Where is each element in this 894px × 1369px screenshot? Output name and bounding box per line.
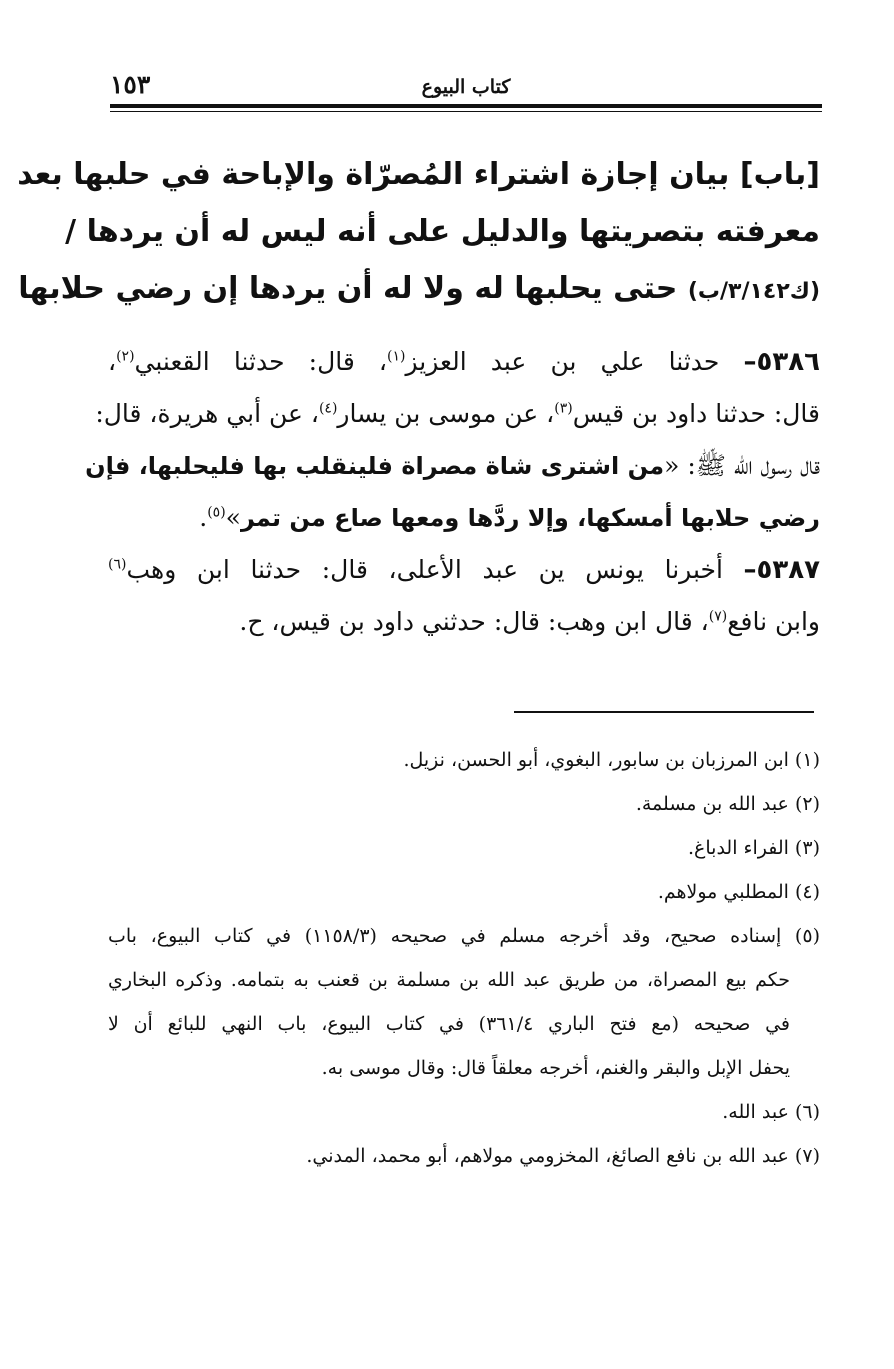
footnote-4: (٤) المطلبي مولاهم. [657,881,820,903]
hadith-text: . [199,503,208,532]
hadith-text: قال: حدثنا داود بن قيس [572,399,820,428]
footnote-ref-3[interactable]: (٣) [554,400,573,417]
header-rule-thick [110,104,822,108]
hadith-text: أخبرنا يونس ين عبد الأعلى، قال: حدثنا ابن وهب [126,555,723,584]
hadith-text: وابن نافع [727,607,820,636]
footnotes [108,738,820,1178]
footnote-3: (٣) الفراء الدباغ. [687,837,820,859]
heading-line-2: معرفته بتصريتها والدليل على أنه ليس له أن يردها / [65,214,820,249]
footnote-5-line-4: يحفل الإبل والبقر والغنم، أخرجه معلقاً قال: وقال موسى به. [321,1057,790,1079]
hadith-text: » [225,503,241,532]
header-title: كتاب البيوع [421,76,511,98]
hadith-text: ، [108,347,117,376]
footnote-ref-2[interactable]: (٢) [116,348,135,365]
footnote-5-line-3: في صحيحه (مع فتح الباري ٣٦١/٤) في كتاب البيوع، باب النهي للبائع أن لا [108,1013,791,1035]
footnote-separator [514,711,814,713]
manuscript-reference: (ك٣/١٤٢/ب) [687,279,820,304]
hadith-text: ، عن موسى بن يسار [337,399,555,428]
hadith-number-5387: ٥٣٨٧– [743,555,820,585]
footnote-2: (٢) عبد الله بن مسلمة. [635,793,820,815]
hadith-text: ، قال: حدثنا القعنبي [134,347,387,376]
footnote-6: (٦) عبد الله. [722,1101,820,1123]
header-rule-thin [110,111,822,112]
running-header [110,70,822,104]
footnote-ref-1[interactable]: (١) [387,348,406,365]
footnote-7: (٧) عبد الله بن نافع الصائغ، المخزومي مولاهم، أبو محمد، المدني. [306,1145,820,1167]
heading-line-3-text: حتى يحلبها له ولا له أن يردها إن رضي حلابها [18,271,678,306]
footnote-5-line-1: (٥) إسناده صحيح، وقد أخرجه مسلم في صحيحه (١١٥٨/٣) في كتاب البيوع، باب [108,925,820,947]
footnote-ref-5[interactable]: (٥) [207,504,226,521]
hadith-5386-line-1 [108,336,820,388]
footnote-ref-7[interactable]: (٧) [708,608,728,625]
hadith-5386-line-2 [95,388,820,440]
hadith-text: حدثنا علي بن عبد العزيز [405,347,720,376]
footnote-5-line-2: حكم بيع المصراة، من طريق عبد الله بن مسلمة بن قعنب به بتمامه. وذكره البخاري [108,969,790,991]
footnote-ref-4[interactable]: (٤) [318,400,338,417]
hadith-text: ، عن أبي هريرة، قال: [95,399,319,428]
heading-line-1: [باب] بيان إجازة اشتراء المُصرّاة والإباحة في حلبها بعد [17,157,820,192]
hadith-5386-line-4 [108,492,820,544]
footnote-ref-6[interactable]: (٦) [108,556,127,573]
hadith-5387-line-2 [108,596,820,648]
prophetic-quote: رضي حلابها أمسكها، وإلا ردَّها ومعها صاع من تمر [240,504,820,532]
hadith-text: ، قال ابن وهب: قال: حدثني داود بن قيس، ح. [239,607,709,636]
hadith-5386-line-3 [85,440,820,492]
footnote-1: (١) ابن المرزبان بن سابور، البغوي، أبو الحسن، نزيل. [403,749,820,771]
page-number: ١٥٣ [110,70,151,99]
chapter-heading [17,146,820,320]
hadith-5387-line-1 [108,544,820,596]
hadith-body [85,336,820,648]
heading-line-3 [18,260,820,320]
prophetic-quote: من اشترى شاة مصراة فلينقلب بها فليحلبها، فإن [85,452,665,480]
hadith-text: قال رسول الله ﷺ: « [664,451,820,480]
hadith-number-5386: ٥٣٨٦– [743,347,820,377]
